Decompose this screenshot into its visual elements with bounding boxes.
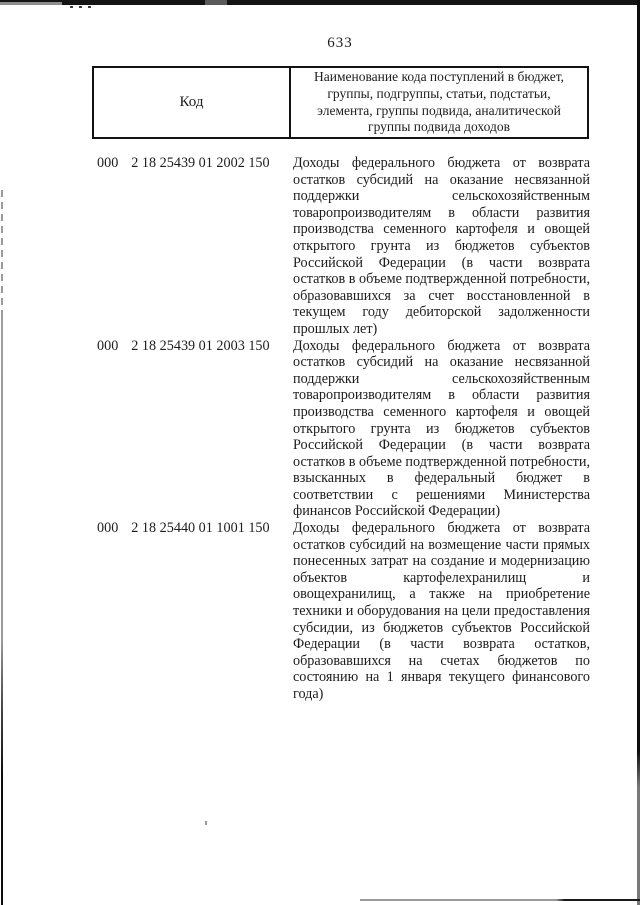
scan-edge-left (1, 315, 3, 905)
row-code-cell (97, 520, 293, 703)
scan-edge-bottom (360, 899, 640, 901)
scan-artifact-speck (205, 821, 207, 825)
code-admin: 000 (97, 155, 119, 171)
table-header (92, 66, 589, 139)
column-header-code: Код (94, 68, 291, 137)
scan-artifact-tick (79, 6, 82, 8)
scan-edge-left-dashed (1, 190, 3, 315)
table-row (97, 520, 590, 703)
row-name-cell: Доходы федерального бюджета от возврата остатков субсидий на оказание несвязанной поддержки сельскохозяйственным товаропроизводителям в области развития производства семенного картофеля и овощей открытого грунта из бюджетов субъектов Российской Федерации (в части возврата остатков в объеме подтвержденной потребности, взысканных в федеральный бюджет в соответствии с решениями Министерства финансов Российской Федерации) (293, 337, 591, 520)
row-code-cell (97, 155, 293, 338)
row-name-cell: Доходы федерального бюджета от возврата остатков субсидий на возмещение части прямых понесенных затрат на создание и модернизацию объектов картофелехранилищ и овощехранилищ, а также на приобретение техники и оборудования на цели предоставления субсидии, из бюджетов субъектов Российской Федерации (в части возврата остатков, образовавшихся на счетах бюджетов по состоянию на 1 января текущего финансового года) (293, 520, 590, 702)
column-header-name-line: группы, подгруппы, статьи, подстатьи, (327, 85, 551, 101)
column-header-name-line: Наименование кода поступлений в бюджет, (313, 69, 564, 85)
code-value: 2 18 25439 01 2002 150 (131, 155, 270, 171)
page-number: 633 (327, 35, 353, 51)
code-admin: 000 (97, 520, 119, 537)
table-row (97, 155, 590, 338)
scan-edge-top-gray-left (0, 2, 62, 5)
column-header-name-line: элемента, группы подвида, аналитической (317, 102, 561, 118)
scan-edge-top (0, 0, 640, 5)
scan-artifact-tick (88, 6, 91, 8)
scan-artifact-tick (70, 6, 73, 8)
row-code-cell (97, 338, 293, 521)
column-header-name-line: группы подвида доходов (368, 119, 510, 135)
scan-edge-top-gray-mid (205, 0, 227, 5)
table-body (97, 155, 590, 703)
table-row (97, 338, 590, 521)
code-value: 2 18 25439 01 2003 150 (131, 337, 270, 354)
code-admin: 000 (97, 337, 119, 354)
column-header-name (291, 68, 587, 137)
row-name-cell: Доходы федерального бюджета от возврата остатков субсидий на оказание несвязанной поддержки сельскохозяйственным товаропроизводителям в области развития производства семенного картофеля и овощей открытого грунта из бюджетов субъектов Российской Федерации (в части возврата остатков в объеме подтвержденной потребности, образовавшихся за счет восстановленной в текущем году дебиторской задолженности прошлых лет) (293, 155, 591, 337)
code-value: 2 18 25440 01 1001 150 (131, 520, 270, 537)
